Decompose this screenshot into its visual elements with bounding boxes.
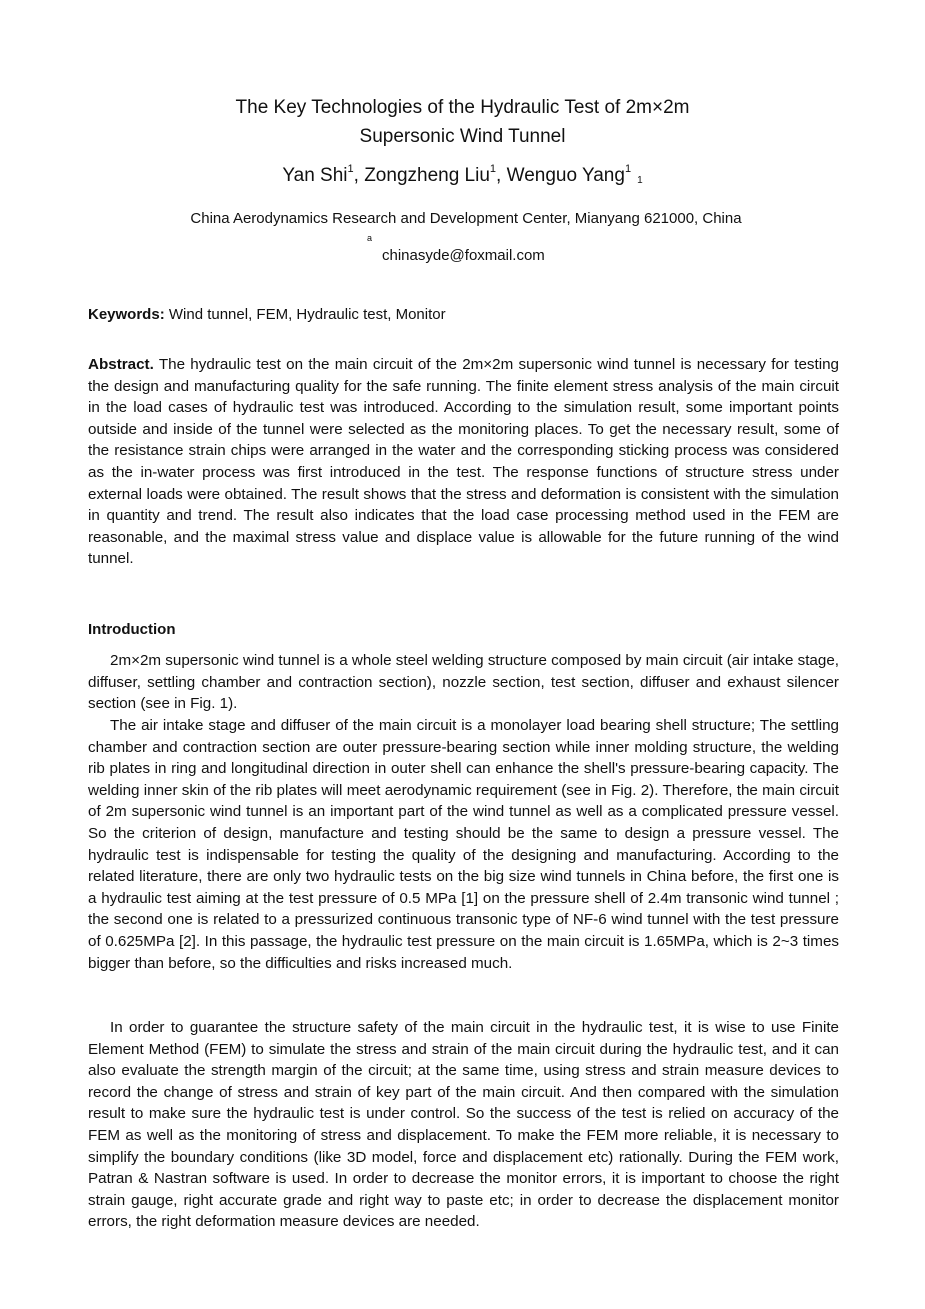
abstract-label: Abstract. [88, 356, 154, 373]
author-separator: , [353, 165, 365, 186]
keywords [88, 305, 446, 325]
author-tail-mark: 1 [637, 175, 643, 186]
author-name: Wenguo Yang [506, 165, 625, 186]
author-separator: , [496, 165, 507, 186]
keywords-label: Keywords: [88, 306, 165, 323]
author-email: chinasyde@foxmail.com [382, 247, 545, 264]
author-list [0, 154, 925, 196]
intro-paragraph: In order to guarantee the structure safety of the main circuit in the hydraulic test, it is wise to use Finite Element Method (FEM) to simulate the stress and strain of the main circuit during the hydraulic test, and it can also evaluate the strength margin of the circuit; at the same time, using stress and strain measure devices to record the change of stress and strain of key part of the main circuit. And then compared with the simulation result to make sure the hydraulic test is under control. So the success of the test is relied on accuracy of the FEM as well as the monitoring of stress and displacement. To make the FEM more reliable, it is necessary to simplify the boundary conditions (like 3D model, force and displacement etc) rationally. During the FEM work, Patran & Nastran software is used. In order to decrease the monitor errors, it is important to choose the right strain gauge, right accurate grade and right way to paste etc; in order to decrease the displacement monitor errors, the right deformation measure devices are needed. [88, 1019, 839, 1231]
email-mark: a [367, 233, 373, 243]
section-heading-introduction: Introduction [88, 621, 176, 638]
author-name: Zongzheng Liu [364, 165, 490, 186]
author-name: Yan Shi [282, 165, 348, 186]
keywords-text: Wind tunnel, FEM, Hydraulic test, Monitor [164, 306, 446, 323]
intro-paragraph: The air intake stage and diffuser of the main circuit is a monolayer load bearing shell structure; The settling chamber and contraction section are outer pressure-bearing section while inner molding structure, the welding rib plates in ring and longitudinal direction in outer shell can enhance the shell's pressure-bearing capacity. The welding inner skin of the rib plates will meet aerodynamic requirement (see in Fig. 2). Therefore, the main circuit of 2m supersonic wind tunnel is an important part of the wind tunnel as well as a complicated pressure vessel. So the criterion of design, manufacture and testing should be the same to design a pressure vessel. The hydraulic test is indispensable for testing the quality of the designing and manufacturing. According to the related literature, there are only two hydraulic tests on the big size wind tunnels in China before, the first one is a hydraulic test aiming at the test pressure of 0.5 MPa [1] on the pressure shell of 2.4m transonic wind tunnel ; the second one is related to a pressurized continuous transonic type of NF-6 wind tunnel with the test pressure of 0.625MPa [2]. In this passage, the hydraulic test pressure on the main circuit is 1.65MPa, which is 2~3 times bigger than before, so the difficulties and risks increased much. [88, 717, 839, 972]
author-affiliation-mark: 1 [624, 163, 632, 175]
author-affiliation-mark: 1 [347, 163, 354, 175]
abstract-text: The hydraulic test on the main circuit of the 2m×2m supersonic wind tunnel is necessary for testing the design and manufacturing quality for the safe running. The finite element stress analysis of the main circuit in the load cases of hydraulic test was introduced. According to the simulation result, some important points outside and inside of the tunnel were selected as the monitoring places. To get the necessary result, some of the resistance strain chips were arranged in the water and the corresponding sticking process was considered as the in-water process was first introduced in the test. The response functions of structure stress under external loads were obtained. The result shows that the stress and deformation is consistent with the simulation in quantity and trend. The result also indicates that the load case processing method used in the FEM are reasonable, and the maximal stress value and displace value is allowable for the future running of the wind tunnel. [88, 356, 839, 568]
affiliation: China Aerodynamics Research and Development Center, Mianyang 621000, China [190, 210, 742, 227]
author-affiliation-mark: 1 [489, 163, 497, 175]
paper-title-line2: Supersonic Wind Tunnel [359, 126, 566, 147]
intro-paragraph: 2m×2m supersonic wind tunnel is a whole steel welding structure composed by main circuit (air intake stage, diffuser, settling chamber and contraction section), nozzle section, test section, diffuser and exhaust silencer section (see in Fig. 1). [88, 652, 839, 713]
paper-title-line1: The Key Technologies of the Hydraulic Test of 2m×2m [235, 97, 690, 118]
abstract [88, 354, 839, 570]
